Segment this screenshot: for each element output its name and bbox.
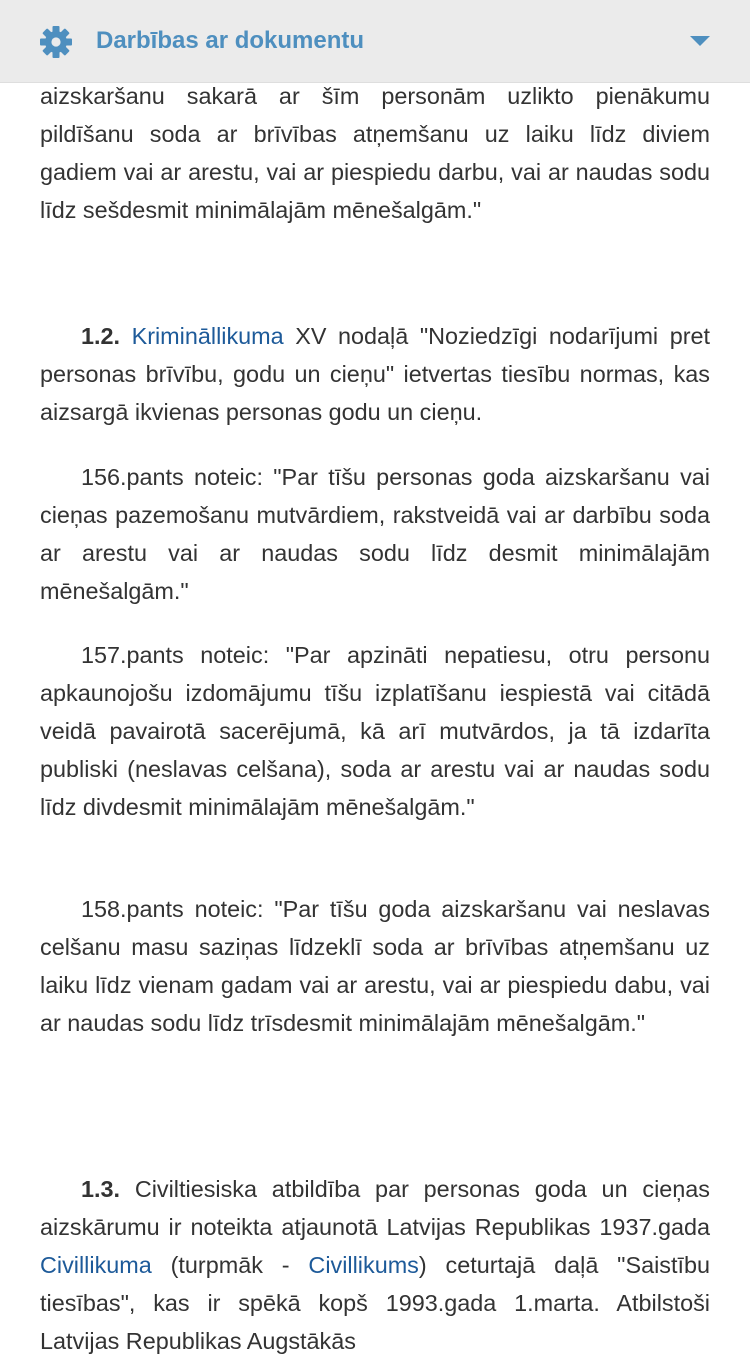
article-156: 156.pants noteic: "Par tīšu personas goda aizskaršanu vai cieņas pazemošanu mutvārdiem, rakstveidā vai ar darbību soda ar arestu vai ar naudas sodu līdz desmit minimālajām mēnešalgām." [40,464,710,604]
paragraph-continuation: aizskaršanu sakarā ar šīm personām uzlikto pienākumu pildīšanu soda ar brīvības atņemšanu uz laiku līdz diviem gadiem vai ar arestu, vai ar piespiedu darbu, vai ar naudas sodu līdz sešdesmit minimālajām mēnešalgām." [40,83,710,223]
section-text: XV nodaļā "Noziedzīgi nodarījumi pret personas brīvību, godu un cieņu" ietvertas tiesību normas, kas aizsargā ikvienas personas godu un cieņu. [40,323,711,425]
gear-icon [39,25,73,59]
link-kriminallikums[interactable]: Krimināllikuma [131,323,284,349]
section-1-2 [40,317,710,431]
chevron-down-icon[interactable] [687,32,713,50]
link-civillikums[interactable]: Civillikuma [40,1252,152,1278]
article-158: 158.pants noteic: "Par tīšu goda aizskaršanu vai neslavas celšanu masu saziņas līdzeklī soda ar brīvības atņemšanu uz laiku līdz vienam gadam vai ar arestu, vai ar piespiedu dabu, vai ar naudas sodu līdz trīsdesmit minimālajām mēnešalgām." [40,896,710,1036]
section-text: (turpmāk - [151,1252,309,1278]
document-actions-bar[interactable] [0,0,750,83]
section-text: Civiltiesiska atbildība par personas goda un cieņas aizskārumu ir noteikta atjaunotā Latvijas Republikas 1937.gada [40,1176,710,1240]
section-number: 1.2. [81,323,121,349]
section-number: 1.3. [81,1176,121,1202]
link-civillikums-short[interactable]: Civillikums [308,1252,419,1278]
document-actions-title[interactable]: Darbības ar dokumentu [96,27,365,54]
section-text: ) ceturtajā daļā "Saistību tiesības", kas ir spēkā kopš 1993.gada 1.marta. Atbilstoši Latvijas Republikas Augstākās [40,1252,710,1354]
section-1-3 [40,1170,710,1360]
article-157: 157.pants noteic: "Par apzināti nepatiesu, otru personu apkaunojošu izdomājumu tīšu izplatīšanu iespiestā vai citādā veidā pavairotā sacerējumā, kā arī mutvārdos, ja tā izdarīta publiski (neslavas celšana), soda ar arestu vai ar naudas sodu līdz divdesmit minimālajām mēnešalgām." [40,642,710,820]
